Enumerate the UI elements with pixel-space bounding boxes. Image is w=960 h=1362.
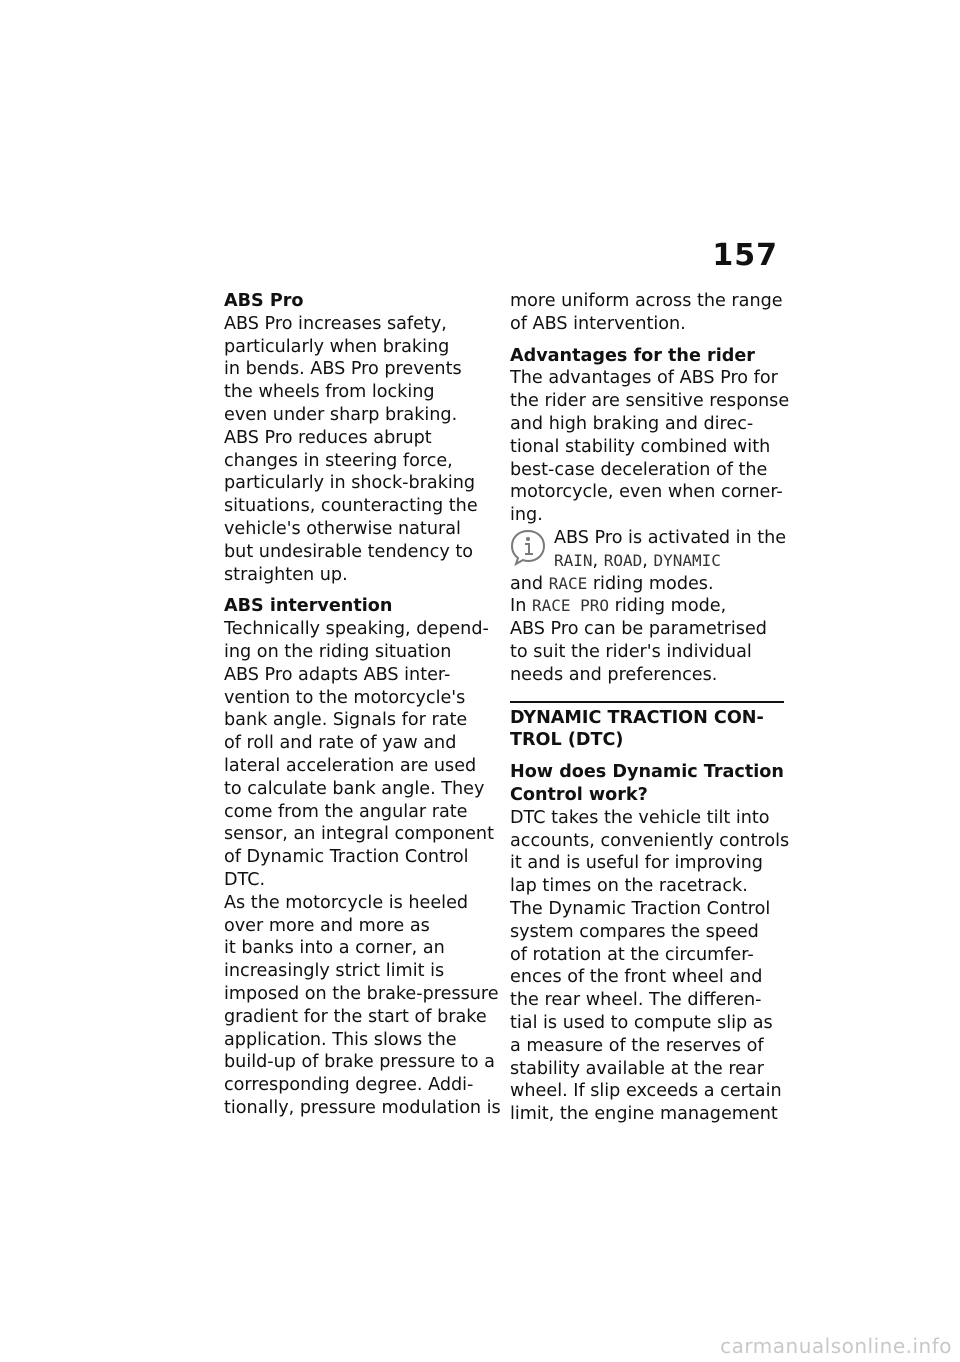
text-line: ing. [510,505,543,526]
text-line: corresponding degree. Addi- [224,1075,474,1096]
mode-race: RACE [548,573,588,593]
abs-pro-heading: ABS Pro [224,291,304,311]
text-line: of Dynamic Traction Control [224,847,469,868]
dtc-how-section [510,761,790,1126]
text-line: motorcycle, even when corner- [510,482,783,503]
text-line: build-up of brake pressure to a [224,1052,495,1073]
text-line: ABS Pro reduces abrupt [224,427,432,448]
continuation-text [510,290,784,336]
text-line: Technically speaking, depend- [224,619,489,640]
text-line: gradient for the start of brake [224,1006,487,1027]
text-line: ABS Pro increases safety, [224,313,447,334]
watermark: carmanualsonline.info [720,1334,952,1358]
text-line: it and is useful for improving [510,853,763,874]
heading-line: TROL (DTC) [510,730,624,751]
text-line: ences of the front wheel and [510,967,763,988]
right-column [510,290,790,1126]
separator: , [592,550,604,571]
text-line: lateral acceleration are used [224,755,477,776]
text-line: the rear wheel. The differen- [510,990,762,1011]
text-line: the rider are sensitive response [510,391,790,412]
text-line: but undesirable tendency to [224,541,474,562]
text-line: sensor, an integral component [224,824,494,845]
text-line: straighten up. [224,564,348,585]
text-line: changes in steering force, [224,450,453,471]
note-line: to suit the rider's individual [510,641,752,662]
text-line: best-case deceleration of the [510,459,768,480]
text-line: more uniform across the range [510,291,783,311]
text-line: stability available at the rear [510,1058,765,1079]
text-line: of ABS intervention. [510,313,686,334]
text-line: ABS Pro adapts ABS inter- [224,664,451,685]
text-line: As the motorcycle is heeled [224,892,469,913]
separator: , [642,550,654,571]
abs-intervention-section [224,595,501,1119]
text-line: tial is used to compute slip as [510,1012,773,1033]
text-line: it banks into a corner, an [224,938,445,959]
note-line [510,573,784,596]
text-line: system compares the speed [510,921,759,942]
text-line: imposed on the brake-pressure [224,983,499,1004]
note-line: needs and preferences. [510,664,718,685]
abs-intervention-body [224,618,501,1120]
text-line: of rotation at the circumfer- [510,944,754,965]
text-line: DTC. [224,869,266,890]
text-line: limit, the engine management [510,1104,778,1125]
text-line: The Dynamic Traction Control [510,898,771,919]
text-line: tional stability combined with [510,436,771,457]
mode-rain: RAIN [554,550,593,570]
text-line: situations, counteracting the [224,496,478,517]
text-line: increasingly strict limit is [224,961,445,982]
text-line: ing on the riding situation [224,641,452,662]
text-line: in bends. ABS Pro prevents [224,359,462,380]
text-line: a measure of the reserves of [510,1035,764,1056]
abs-intervention-heading: ABS intervention [224,596,393,617]
text-line: application. This slows the [224,1029,457,1050]
text-line: The advantages of ABS Pro for [510,368,778,389]
note-line: ABS Pro can be parametrised [510,619,767,640]
abs-pro-section [224,290,494,586]
page-number: 157 [712,238,778,273]
text-line: of roll and rate of yaw and [224,733,457,754]
text-line: wheel. If slip exceeds a certain [510,1081,782,1102]
riding-mode-text: riding mode, [609,596,727,617]
dtc-how-heading [510,761,784,807]
text-line: particularly in shock-braking [224,473,476,494]
advantages-body [510,367,790,527]
text-line: the wheels from locking [224,382,435,403]
info-icon [508,527,548,567]
and-text: and [510,573,549,594]
text-line: particularly when braking [224,336,450,357]
text-line: even under sharp braking. [224,404,458,425]
note-line: ABS Pro is activated in the [554,527,787,548]
in-text: In [510,596,532,617]
text-line: DTC takes the vehicle tilt into [510,807,770,828]
note-line [510,595,784,618]
advantages-section [510,345,790,527]
advantages-heading: Advantages for the rider [510,345,755,366]
text-line: to calculate bank angle. They [224,778,485,799]
dtc-section-heading [510,701,784,753]
riding-modes-text: riding modes. [587,573,714,594]
heading-line: How does Dynamic Traction [510,762,784,783]
heading-line: DYNAMIC TRACTION CON- [510,707,764,728]
abs-pro-body [224,313,494,587]
left-column [224,290,501,1120]
dtc-how-body [510,807,790,1126]
note-modes-line [510,550,784,573]
mode-road: ROAD [603,550,643,570]
mode-race-pro: RACE PRO [531,596,609,616]
text-line: vention to the motorcycle's [224,687,466,708]
heading-line: Control work? [510,784,648,805]
text-line: accounts, conveniently controls [510,830,790,851]
info-note [510,527,787,687]
text-line: and high braking and direc- [510,413,754,434]
text-line: come from the angular rate [224,801,468,822]
text-line: bank angle. Signals for rate [224,710,468,731]
text-line: vehicle's otherwise natural [224,518,461,539]
text-line: tionally, pressure modulation is [224,1097,501,1118]
text-line: lap times on the racetrack. [510,876,748,897]
mode-dynamic: DYNAMIC [653,550,721,570]
text-line: over more and more as [224,915,430,936]
